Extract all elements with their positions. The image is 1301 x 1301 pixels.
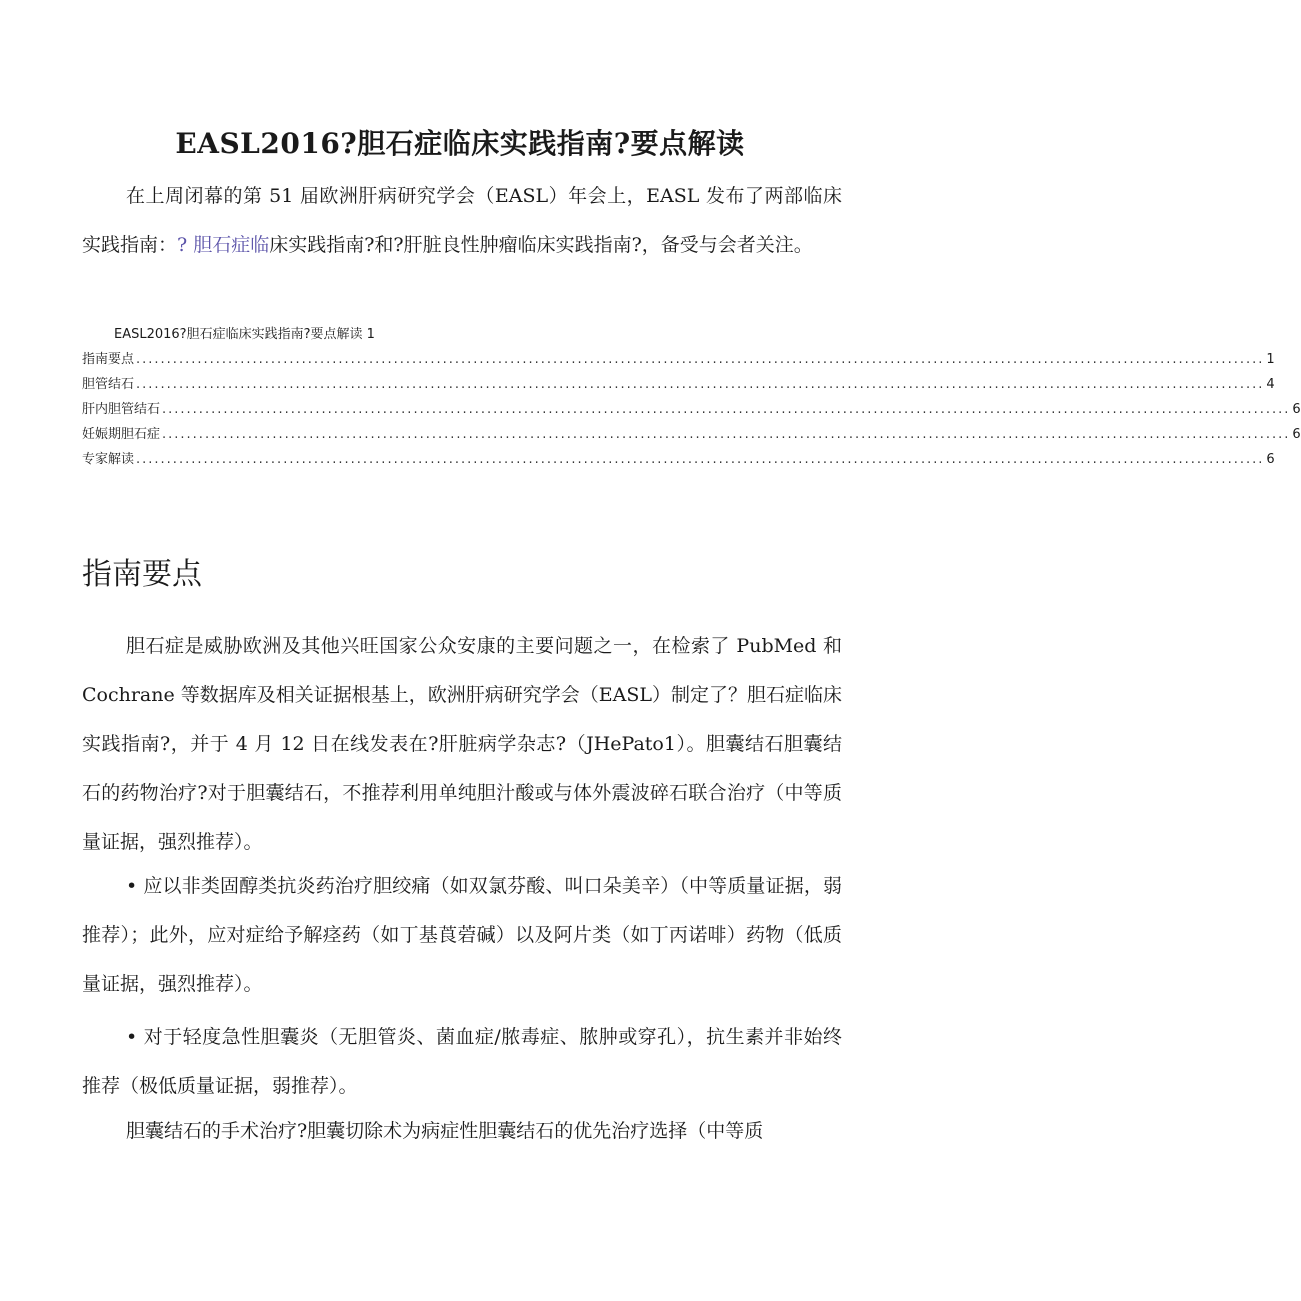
toc-entry[interactable]: [82, 397, 1301, 422]
intro-text-start: 在上周闭幕的第 51 届欧洲肝病研究学会（EASL）年会上，EASL 发布了两部临床实践指南：: [82, 185, 842, 256]
intro-paragraph: [82, 172, 842, 270]
toc-entry-page: 1: [1266, 352, 1275, 367]
toc-leader: ........................................................................................................................................................................................: [136, 352, 1265, 367]
toc-entry[interactable]: [82, 372, 1275, 397]
toc-entry-label: 肝内胆管结石: [82, 402, 161, 417]
toc-entry-label: 妊娠期胆石症: [82, 427, 161, 442]
intro-text-end: 床实践指南?和?肝脏良性肿瘤临床实践指南?，备受与会者关注。: [269, 234, 813, 256]
toc-leader: ........................................................................................................................................................................................: [136, 377, 1265, 392]
toc-entry-label: 指南要点: [82, 352, 135, 367]
bullet-item: • 应以非类固醇类抗炎药治疗胆绞痛（如双氯芬酸、叫口朵美辛）（中等质量证据，弱推荐）；此外，应对症给予解痉药（如丁基莨菪碱）以及阿片类（如丁丙诺啡）药物（低质量证据，强烈推荐）。: [82, 875, 842, 995]
toc-entry-page: 6: [1266, 452, 1275, 467]
toc-entry-page: 6: [1292, 402, 1301, 417]
toc-entry-label: 专家解读: [82, 452, 135, 467]
toc-entry[interactable]: [82, 447, 1275, 472]
toc-entry-page: 4: [1266, 377, 1275, 392]
document-title: EASL2016?胆石症临床实践指南?要点解读: [175, 127, 745, 160]
guideline-link[interactable]: ? 胆石症临: [177, 234, 270, 256]
bullet-item: • 对于轻度急性胆囊炎（无胆管炎、菌血症/脓毒症、脓肿或穿孔），抗生素并非始终推荐（极低质量证据，弱推荐）。: [82, 1026, 842, 1097]
toc-leader: ........................................................................................................................................................................................: [162, 402, 1291, 417]
toc-heading[interactable]: EASL2016?胆石症临床实践指南?要点解读 1: [114, 327, 375, 342]
table-of-contents: [82, 322, 1301, 472]
toc-entry[interactable]: [82, 422, 1301, 447]
toc-leader: ........................................................................................................................................................................................: [136, 452, 1265, 467]
toc-entry[interactable]: [82, 347, 1275, 372]
section-heading: 指南要点: [82, 557, 202, 592]
toc-entry-page: 6: [1292, 427, 1301, 442]
toc-entry-label: 胆管结石: [82, 377, 135, 392]
section-paragraph: 胆囊结石的手术治疗?胆囊切除术为病症性胆囊结石的优先治疗选择（中等质: [126, 1120, 764, 1142]
toc-leader: ........................................................................................................................................................................................: [162, 427, 1291, 442]
section-paragraph: 胆石症是威胁欧洲及其他兴旺国家公众安康的主要问题之一，在检索了 PubMed 和 Cochrane 等数据库及相关证据根基上，欧洲肝病研究学会（EASL）制定了？胆石症临床实践指南?，并于 4 月 12 日在线发表在?肝脏病学杂志?（JHePato1）。胆囊结石胆囊结石的药物治疗?对于胆囊结石，不推荐利用单纯胆汁酸或与体外震波碎石联合治疗（中等质量证据，强烈推荐）。: [82, 635, 843, 853]
